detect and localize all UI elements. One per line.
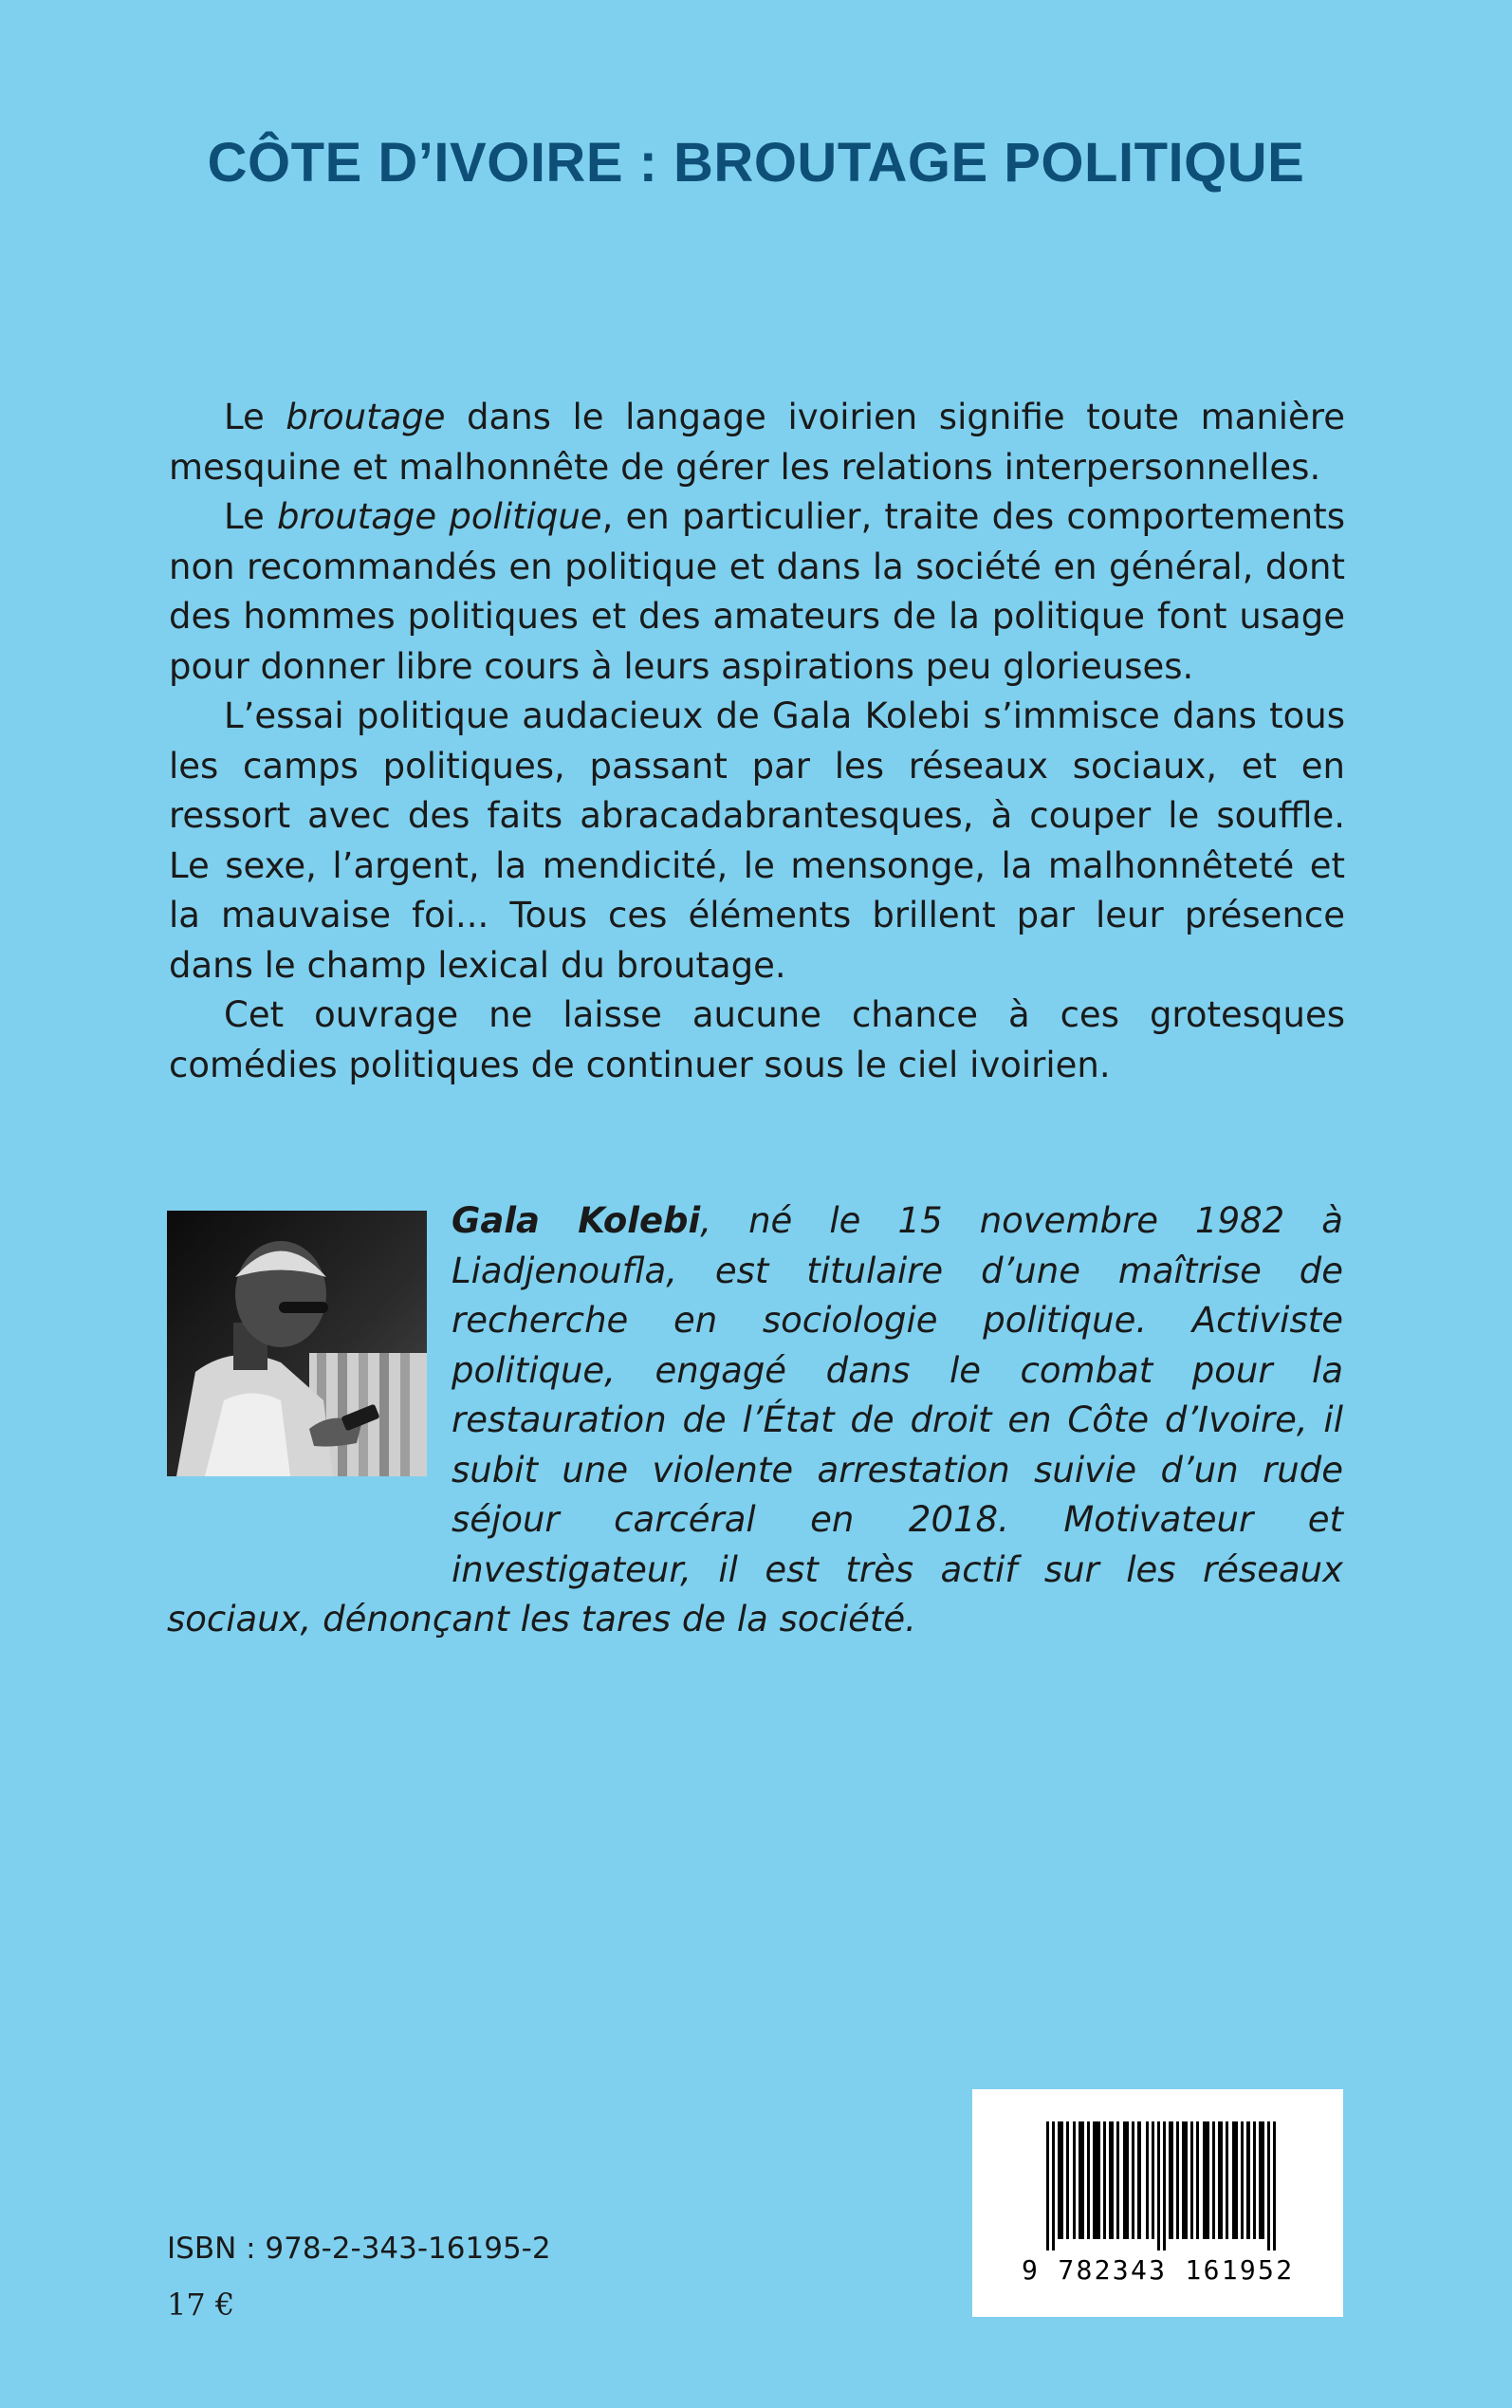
isbn: ISBN : 978-2-343-16195-2 [167, 2232, 551, 2266]
barcode-bars [1022, 2121, 1297, 2251]
back-cover-blurb [169, 393, 1345, 1090]
blurb-paragraph-1: Le broutage dans le langage ivoirien signifie toute manière mesquine et malhonnête de gérer les relations interpersonnelles. [169, 397, 1345, 488]
blurb-term-broutage-politique: broutage politique [276, 496, 602, 537]
blurb-paragraph-4: Cet ouvrage ne laisse aucune chance à ces grotesques comédies politiques de continuer sous le ciel ivoirien. [169, 994, 1345, 1085]
author-bio [167, 1196, 1343, 1645]
price: 17 € [167, 2287, 235, 2323]
blurb-term-broutage: broutage [286, 397, 446, 437]
barcode-digits: 9 782343 161952 [1022, 2254, 1295, 2286]
barcode [972, 2089, 1343, 2317]
blurb-paragraph-2: Le broutage politique, en particulier, traite des comportements non recommandés en politique et dans la société en général, dont des hommes politiques et des amateurs de la politique font usage pour donner libre cours à leurs aspirations peu glorieuses. [169, 496, 1345, 687]
author-name: Gala Kolebi [452, 1200, 701, 1241]
blurb-paragraph-3: L’essai politique audacieux de Gala Kolebi s’immisce dans tous les camps politiques, passant par les réseaux sociaux, et en ressort avec des faits abracadabrantesques, à couper le souffle. Le sexe, l’argent, la mendicité, le mensonge, la malhonnêteté et la mauvaise foi... Tous ces éléments brillent par leur présence dans le champ lexical du broutage. [169, 695, 1345, 986]
book-title: CÔTE D’IVOIRE : BROUTAGE POLITIQUE [207, 132, 1305, 194]
author-bio-text: , né le 15 novembre 1982 à Liadjenoufla, est titulaire d’une maîtrise de recherche en sociologie politique. Activiste politique, engagé dans le combat pour la restauration de l’État de droit en Côte d’Ivoire, il subit une violente arrestation suivie d’un rude séjour carcéral en 2018. Motivateur et investigateur, il est très actif sur les réseaux sociaux, dénonçant les tares de la société. [167, 1200, 1343, 1639]
